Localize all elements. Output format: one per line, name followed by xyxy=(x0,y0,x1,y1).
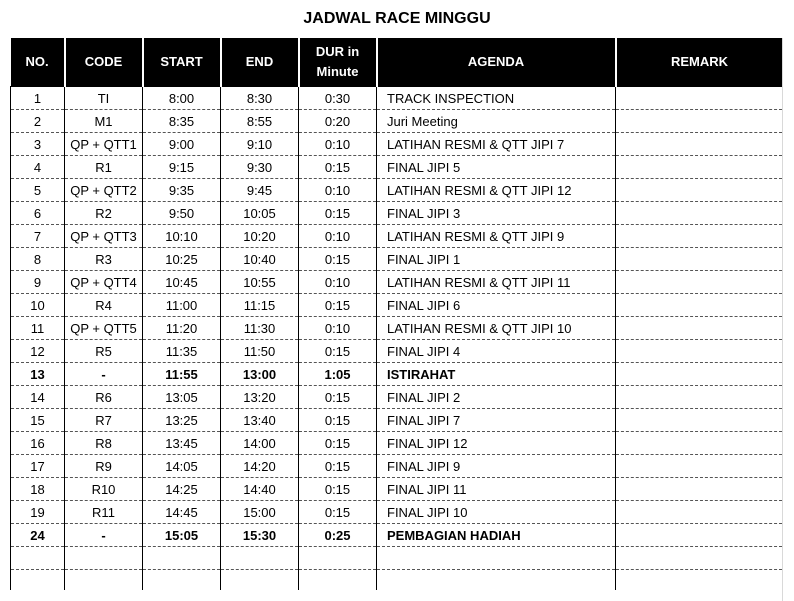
table-row xyxy=(11,110,783,133)
cell-remark[interactable] xyxy=(616,271,783,294)
cell-agenda[interactable]: FINAL JIPI 5 xyxy=(377,156,616,179)
cell-agenda[interactable]: LATIHAN RESMI & QTT JIPI 10 xyxy=(377,317,616,340)
table-row xyxy=(11,363,783,386)
cell-remark[interactable] xyxy=(616,225,783,248)
cell-remark[interactable] xyxy=(616,179,783,202)
cell-duration[interactable]: 0:15 xyxy=(299,294,377,317)
cell-remark[interactable] xyxy=(616,432,783,455)
sheet-gridline xyxy=(782,38,783,601)
cell-remark[interactable] xyxy=(616,547,783,570)
cell-remark[interactable] xyxy=(616,478,783,501)
table-row xyxy=(11,501,783,524)
cell-duration[interactable]: 0:15 xyxy=(299,340,377,363)
cell-remark[interactable] xyxy=(616,363,783,386)
dur-header-line1: DUR in xyxy=(315,44,360,59)
cell-agenda[interactable]: LATIHAN RESMI & QTT JIPI 11 xyxy=(377,271,616,294)
cell-remark[interactable] xyxy=(616,317,783,340)
cell-code[interactable]: QP + QTT4 xyxy=(65,271,143,294)
table-row xyxy=(11,294,783,317)
cell-end[interactable]: 13:00 xyxy=(221,363,299,386)
cell-no[interactable]: 13 xyxy=(11,363,65,386)
cell-remark[interactable] xyxy=(616,386,783,409)
cell-start[interactable]: 15:05 xyxy=(143,524,221,547)
cell-end[interactable]: 9:10 xyxy=(221,133,299,156)
cell-remark[interactable] xyxy=(616,524,783,547)
header-row xyxy=(11,38,783,87)
cell-no[interactable] xyxy=(11,570,65,591)
cell-agenda[interactable] xyxy=(377,547,616,570)
cell-code[interactable]: QP + QTT5 xyxy=(65,317,143,340)
cell-end[interactable]: 8:30 xyxy=(221,87,299,110)
cell-end[interactable]: 10:05 xyxy=(221,202,299,225)
cell-start[interactable] xyxy=(143,570,221,591)
table-row xyxy=(11,156,783,179)
cell-duration[interactable]: 0:15 xyxy=(299,202,377,225)
cell-no[interactable]: 3 xyxy=(11,133,65,156)
cell-duration[interactable]: 0:15 xyxy=(299,501,377,524)
cell-agenda[interactable]: FINAL JIPI 4 xyxy=(377,340,616,363)
cell-duration[interactable]: 0:30 xyxy=(299,87,377,110)
cell-no[interactable]: 2 xyxy=(11,110,65,133)
sheet-title: JADWAL RACE MINGGU xyxy=(303,10,491,27)
cell-start[interactable]: 14:05 xyxy=(143,455,221,478)
cell-no[interactable]: 5 xyxy=(11,179,65,202)
cell-start[interactable]: 14:45 xyxy=(143,501,221,524)
cell-duration[interactable]: 0:15 xyxy=(299,156,377,179)
cell-no[interactable]: 9 xyxy=(11,271,65,294)
table-row xyxy=(11,248,783,271)
cell-remark[interactable] xyxy=(616,248,783,271)
cell-remark[interactable] xyxy=(616,202,783,225)
cell-no[interactable]: 10 xyxy=(11,294,65,317)
cell-agenda[interactable]: FINAL JIPI 11 xyxy=(377,478,616,501)
cell-remark[interactable] xyxy=(616,87,783,110)
cell-start[interactable]: 10:45 xyxy=(143,271,221,294)
cell-end[interactable]: 11:30 xyxy=(221,317,299,340)
cell-start[interactable]: 9:00 xyxy=(143,133,221,156)
table-body xyxy=(11,87,783,591)
cell-start[interactable]: 8:35 xyxy=(143,110,221,133)
cell-duration[interactable]: 0:15 xyxy=(299,432,377,455)
cell-code[interactable]: R7 xyxy=(65,409,143,432)
dur-header-line2: Minute xyxy=(316,64,359,79)
cell-end[interactable]: 9:30 xyxy=(221,156,299,179)
table-row xyxy=(11,202,783,225)
col-header-code[interactable]: CODE xyxy=(65,38,143,87)
cell-start[interactable]: 13:45 xyxy=(143,432,221,455)
cell-agenda[interactable]: FINAL JIPI 6 xyxy=(377,294,616,317)
cell-remark[interactable] xyxy=(616,340,783,363)
cell-agenda[interactable]: PEMBAGIAN HADIAH xyxy=(377,524,616,547)
cell-start[interactable]: 11:35 xyxy=(143,340,221,363)
cell-end[interactable]: 14:20 xyxy=(221,455,299,478)
cell-no[interactable]: 6 xyxy=(11,202,65,225)
cell-end[interactable]: 13:20 xyxy=(221,386,299,409)
cell-code[interactable]: R11 xyxy=(65,501,143,524)
cell-end[interactable]: 15:00 xyxy=(221,501,299,524)
cell-end[interactable]: 10:55 xyxy=(221,271,299,294)
table-row xyxy=(11,455,783,478)
cell-remark[interactable] xyxy=(616,501,783,524)
table-row xyxy=(11,271,783,294)
cell-agenda[interactable] xyxy=(377,570,616,591)
cell-remark[interactable] xyxy=(616,294,783,317)
cell-duration[interactable]: 0:10 xyxy=(299,133,377,156)
cell-remark[interactable] xyxy=(616,570,783,591)
table-row xyxy=(11,478,783,501)
cell-no[interactable]: 18 xyxy=(11,478,65,501)
cell-code[interactable]: QP + QTT1 xyxy=(65,133,143,156)
cell-end[interactable]: 8:55 xyxy=(221,110,299,133)
cell-no[interactable]: 24 xyxy=(11,524,65,547)
cell-code[interactable]: R3 xyxy=(65,248,143,271)
cell-end[interactable] xyxy=(221,570,299,591)
cell-no[interactable]: 15 xyxy=(11,409,65,432)
cell-start[interactable]: 13:25 xyxy=(143,409,221,432)
cell-agenda[interactable]: LATIHAN RESMI & QTT JIPI 7 xyxy=(377,133,616,156)
cell-code[interactable]: R9 xyxy=(65,455,143,478)
col-header-end[interactable]: END xyxy=(221,38,299,87)
cell-start[interactable]: 13:05 xyxy=(143,386,221,409)
cell-remark[interactable] xyxy=(616,133,783,156)
cell-code[interactable]: R8 xyxy=(65,432,143,455)
table-row xyxy=(11,340,783,363)
cell-code[interactable]: QP + QTT3 xyxy=(65,225,143,248)
cell-end[interactable]: 15:30 xyxy=(221,524,299,547)
cell-no[interactable]: 16 xyxy=(11,432,65,455)
cell-remark[interactable] xyxy=(616,455,783,478)
cell-duration[interactable]: 0:25 xyxy=(299,524,377,547)
cell-code[interactable]: TI xyxy=(65,87,143,110)
cell-code[interactable]: R4 xyxy=(65,294,143,317)
col-header-no[interactable]: NO. xyxy=(11,38,65,87)
cell-duration[interactable] xyxy=(299,570,377,591)
cell-duration[interactable]: 0:10 xyxy=(299,225,377,248)
cell-code[interactable]: - xyxy=(65,363,143,386)
col-header-start[interactable]: START xyxy=(143,38,221,87)
table-row xyxy=(11,386,783,409)
cell-agenda[interactable]: FINAL JIPI 12 xyxy=(377,432,616,455)
cell-remark[interactable] xyxy=(616,156,783,179)
cell-no[interactable]: 1 xyxy=(11,87,65,110)
cell-duration[interactable]: 0:15 xyxy=(299,386,377,409)
cell-no[interactable]: 7 xyxy=(11,225,65,248)
cell-code[interactable]: R10 xyxy=(65,478,143,501)
cell-agenda[interactable]: FINAL JIPI 7 xyxy=(377,409,616,432)
table-row xyxy=(11,432,783,455)
cell-end[interactable]: 11:15 xyxy=(221,294,299,317)
cell-duration[interactable]: 0:15 xyxy=(299,409,377,432)
cell-no[interactable]: 12 xyxy=(11,340,65,363)
cell-duration[interactable]: 1:05 xyxy=(299,363,377,386)
cell-end[interactable]: 14:40 xyxy=(221,478,299,501)
cell-start[interactable]: 11:20 xyxy=(143,317,221,340)
cell-end[interactable]: 9:45 xyxy=(221,179,299,202)
table-row xyxy=(11,317,783,340)
cell-code[interactable] xyxy=(65,570,143,591)
cell-duration[interactable]: 0:10 xyxy=(299,179,377,202)
cell-no[interactable] xyxy=(11,547,65,570)
cell-start[interactable] xyxy=(143,547,221,570)
cell-no[interactable]: 19 xyxy=(11,501,65,524)
cell-agenda[interactable]: FINAL JIPI 2 xyxy=(377,386,616,409)
cell-code[interactable]: - xyxy=(65,524,143,547)
table-row xyxy=(11,225,783,248)
cell-agenda[interactable]: ISTIRAHAT xyxy=(377,363,616,386)
cell-code[interactable]: R6 xyxy=(65,386,143,409)
table-row xyxy=(11,547,783,570)
cell-duration[interactable] xyxy=(299,547,377,570)
cell-agenda[interactable]: FINAL JIPI 1 xyxy=(377,248,616,271)
cell-agenda[interactable]: LATIHAN RESMI & QTT JIPI 9 xyxy=(377,225,616,248)
cell-no[interactable]: 4 xyxy=(11,156,65,179)
cell-no[interactable]: 11 xyxy=(11,317,65,340)
cell-end[interactable] xyxy=(221,547,299,570)
cell-agenda[interactable]: FINAL JIPI 9 xyxy=(377,455,616,478)
cell-start[interactable]: 11:55 xyxy=(143,363,221,386)
cell-remark[interactable] xyxy=(616,110,783,133)
cell-code[interactable]: R5 xyxy=(65,340,143,363)
cell-agenda[interactable]: FINAL JIPI 3 xyxy=(377,202,616,225)
col-header-agenda[interactable]: AGENDA xyxy=(377,38,616,87)
col-header-duration[interactable] xyxy=(299,38,377,87)
cell-remark[interactable] xyxy=(616,409,783,432)
cell-agenda[interactable]: Juri Meeting xyxy=(377,110,616,133)
cell-duration[interactable]: 0:15 xyxy=(299,248,377,271)
cell-code[interactable]: R2 xyxy=(65,202,143,225)
cell-agenda[interactable]: FINAL JIPI 10 xyxy=(377,501,616,524)
cell-agenda[interactable]: LATIHAN RESMI & QTT JIPI 12 xyxy=(377,179,616,202)
cell-duration[interactable]: 0:10 xyxy=(299,271,377,294)
cell-start[interactable]: 14:25 xyxy=(143,478,221,501)
cell-duration[interactable]: 0:20 xyxy=(299,110,377,133)
race-schedule-table xyxy=(10,38,783,590)
cell-code[interactable]: QP + QTT2 xyxy=(65,179,143,202)
cell-end[interactable]: 14:00 xyxy=(221,432,299,455)
cell-end[interactable]: 10:40 xyxy=(221,248,299,271)
col-header-remark[interactable]: REMARK xyxy=(616,38,783,87)
table-row xyxy=(11,179,783,202)
cell-start[interactable]: 9:50 xyxy=(143,202,221,225)
cell-no[interactable]: 14 xyxy=(11,386,65,409)
cell-duration[interactable]: 0:15 xyxy=(299,455,377,478)
cell-duration[interactable]: 0:10 xyxy=(299,317,377,340)
table-row xyxy=(11,87,783,110)
table-row xyxy=(11,133,783,156)
table-row xyxy=(11,570,783,591)
cell-no[interactable]: 17 xyxy=(11,455,65,478)
cell-duration[interactable]: 0:15 xyxy=(299,478,377,501)
cell-no[interactable]: 8 xyxy=(11,248,65,271)
table-row xyxy=(11,409,783,432)
cell-start[interactable]: 10:10 xyxy=(143,225,221,248)
cell-code[interactable] xyxy=(65,547,143,570)
cell-end[interactable]: 11:50 xyxy=(221,340,299,363)
cell-end[interactable]: 13:40 xyxy=(221,409,299,432)
cell-start[interactable]: 11:00 xyxy=(143,294,221,317)
cell-code[interactable]: M1 xyxy=(65,110,143,133)
cell-start[interactable]: 9:15 xyxy=(143,156,221,179)
cell-start[interactable]: 8:00 xyxy=(143,87,221,110)
cell-start[interactable]: 10:25 xyxy=(143,248,221,271)
cell-agenda[interactable]: TRACK INSPECTION xyxy=(377,87,616,110)
cell-end[interactable]: 10:20 xyxy=(221,225,299,248)
cell-start[interactable]: 9:35 xyxy=(143,179,221,202)
cell-code[interactable]: R1 xyxy=(65,156,143,179)
table-row xyxy=(11,524,783,547)
